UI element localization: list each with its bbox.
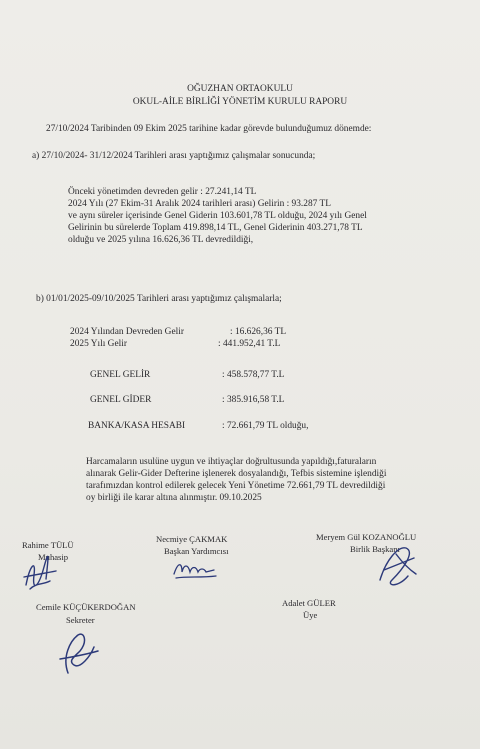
closing-line: tarafımızdan kontrol edilerek gelecek Yeni Yönetime 72.661,79 TL devredildiği xyxy=(86,481,386,491)
intro-text: 27/10/2024 Taribinden 09 Ekim 2025 tarihine kadar görevde bulunduğumuz dönemde: xyxy=(46,124,372,134)
signature-birlik-baskani xyxy=(372,540,422,592)
bank-cash-label: BANKA/KASA HESABI xyxy=(88,421,186,431)
section-b-heading: b) 01/01/2025-09/10/2025 Tarihleri arası yaptığımız çalışmalarla; xyxy=(36,294,282,304)
summary-value: : 441.952,41 T.L xyxy=(218,339,281,349)
signatory-name: Rahime TÜLÜ xyxy=(22,540,74,550)
report-title: OKUL-AİLE BİRLİĞİ YÖNETİM KURULU RAPORU xyxy=(132,97,348,107)
summary-value: : 16.626,36 TL xyxy=(230,327,287,337)
closing-line: oy birliği ile karar altına alınmıştır. 09.10.2025 xyxy=(86,493,262,503)
section-a-line: olduğu ve 2025 yılına 16.626,36 TL devredildiği, xyxy=(68,235,254,245)
signatory-role: Sekreter xyxy=(66,615,95,625)
section-a-heading: a) 27/10/2024- 31/12/2024 Tarihleri arası yaptığımız çalışmalar sonucunda; xyxy=(32,151,316,161)
signature-sekreter xyxy=(54,627,104,679)
general-income-label: GENEL GELİR xyxy=(90,370,151,380)
section-a-line: Önceki yönetimden devreden gelir : 27.241,14 TL xyxy=(68,187,257,197)
signatory-name: Necmiye ÇAKMAK xyxy=(156,534,228,544)
signatory-role: Muhasip xyxy=(38,552,69,562)
summary-label: 2024 Yılından Devreden Gelir xyxy=(70,327,184,337)
bank-cash-value: : 72.661,79 TL olduğu, xyxy=(222,421,309,431)
signature-muhasip xyxy=(20,555,60,593)
section-a-line: Gelirinin bu sürelerde Toplam 419.898,14 TL, Genel Giderinin 403.271,78 TL xyxy=(68,223,363,233)
general-expense-value: : 385.916,58 T.L xyxy=(222,395,285,405)
signatory-name: Adalet GÜLER xyxy=(282,598,336,608)
summary-label: 2025 Yılı Gelir xyxy=(70,339,127,349)
signatory-name: Meryem Gül KOZANOĞLU xyxy=(316,532,417,542)
closing-line: Harcamaların usulüne uygun ve ihtiyaçlar doğrultusunda yapıldığı,faturaların xyxy=(86,457,377,467)
school-name: OĞUZHAN ORTAOKULU xyxy=(187,84,293,94)
signatory-role: Üye xyxy=(303,610,318,620)
section-a-line: 2024 Yılı (27 Ekim-31 Aralık 2024 tarihleri arası) Gelirin : 93.287 TL xyxy=(68,199,331,209)
closing-line: alınarak Gelir-Gider Defterine işlenerek dosyalandığı, Tefbis sistemine işlendiği xyxy=(86,469,387,479)
signature-baskan-yardimcisi xyxy=(170,556,220,582)
general-expense-label: GENEL GİDER xyxy=(90,395,152,405)
section-a-line: ve aynı süreler içerisinde Genel Giderin 103.601,78 TL olduğu, 2024 yılı Genel xyxy=(68,211,367,221)
general-income-value: : 458.578,77 T.L xyxy=(222,370,285,380)
signatory-role: Birlik Başkanı xyxy=(350,544,400,554)
signatory-name: Cemile KÜÇÜKERDOĞAN xyxy=(36,602,136,612)
signatory-role: Başkan Yardımcısı xyxy=(164,546,229,556)
